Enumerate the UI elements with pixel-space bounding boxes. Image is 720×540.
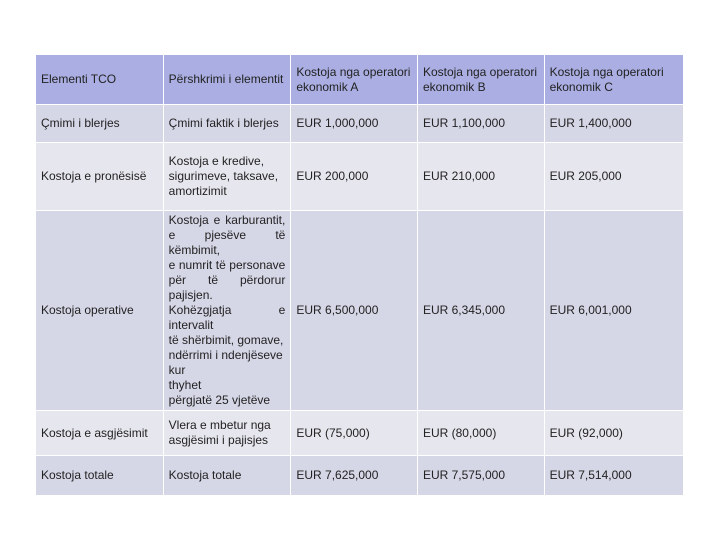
description-line: përgjatë 25 vjetëve (168, 393, 271, 407)
element-cell: Kostoja operative (36, 211, 164, 411)
element-cell: Çmimi i blerjes (36, 105, 164, 143)
description-line: ndërrimi i ndenjëseve (168, 348, 283, 362)
operator-a-cost-cell: EUR 6,500,000 (291, 211, 418, 411)
operator-b-cost-cell: EUR 1,100,000 (417, 105, 544, 143)
operator-c-cost-cell: EUR 1,400,000 (544, 105, 683, 143)
table-header-row (36, 55, 684, 105)
operator-c-cost-cell: EUR 205,000 (544, 143, 683, 211)
description-line: e pjesëve të këmbimit, (168, 228, 286, 257)
operator-b-cost-cell: EUR (80,000) (417, 411, 544, 456)
header-operator-b-cell: Kostoja nga operatori ekonomik B (417, 55, 544, 105)
table-row (36, 456, 684, 496)
description-line: kur (168, 363, 186, 377)
operator-c-cost-cell: EUR 7,514,000 (544, 456, 683, 496)
description-cell: Çmimi faktik i blerjes (163, 105, 291, 143)
description-cell: Kostoja e kredive, sigurimeve, taksave, amortizimit (163, 143, 291, 211)
description-line: pajisjen. (168, 288, 213, 302)
operator-c-cost-cell: EUR (92,000) (544, 411, 683, 456)
header-operator-a-cell: Kostoja nga operatori ekonomik A (291, 55, 418, 105)
header-element-cell: Elementi TCO (36, 55, 164, 105)
header-operator-c-cell: Kostoja nga operatori ekonomik C (544, 55, 683, 105)
element-cell: Kostoja e asgjësimit (36, 411, 164, 456)
table-row (36, 211, 684, 411)
operator-b-cost-cell: EUR 6,345,000 (417, 211, 544, 411)
description-line: e numrit të personave (168, 258, 286, 272)
description-cell: Vlera e mbetur nga asgjësimi i pajisjes (163, 411, 291, 456)
table-row (36, 143, 684, 211)
operator-a-cost-cell: EUR (75,000) (291, 411, 418, 456)
description-line: për të përdorur (168, 273, 286, 287)
description-line: intervalit (168, 318, 214, 332)
element-cell: Kostoja totale (36, 456, 164, 496)
operator-b-cost-cell: EUR 7,575,000 (417, 456, 544, 496)
table-row (36, 411, 684, 456)
element-cell: Kostoja e pronësisë (36, 143, 164, 211)
operator-c-cost-cell: EUR 6,001,000 (544, 211, 683, 411)
description-line: Kohëzgjatja e (168, 303, 286, 317)
operator-a-cost-cell: EUR 7,625,000 (291, 456, 418, 496)
description-line: të shërbimit, gomave, (168, 333, 284, 347)
tco-cost-table (35, 54, 684, 496)
table-row (36, 105, 684, 143)
description-cell: Kostoja totale (163, 456, 291, 496)
description-line: thyhet (168, 378, 202, 392)
operator-a-cost-cell: EUR 1,000,000 (291, 105, 418, 143)
operator-a-cost-cell: EUR 200,000 (291, 143, 418, 211)
header-description-cell: Përshkrimi i elementit (163, 55, 291, 105)
description-cell (163, 211, 291, 411)
operator-b-cost-cell: EUR 210,000 (417, 143, 544, 211)
description-line: Kostoja e karburantit, (168, 213, 286, 227)
